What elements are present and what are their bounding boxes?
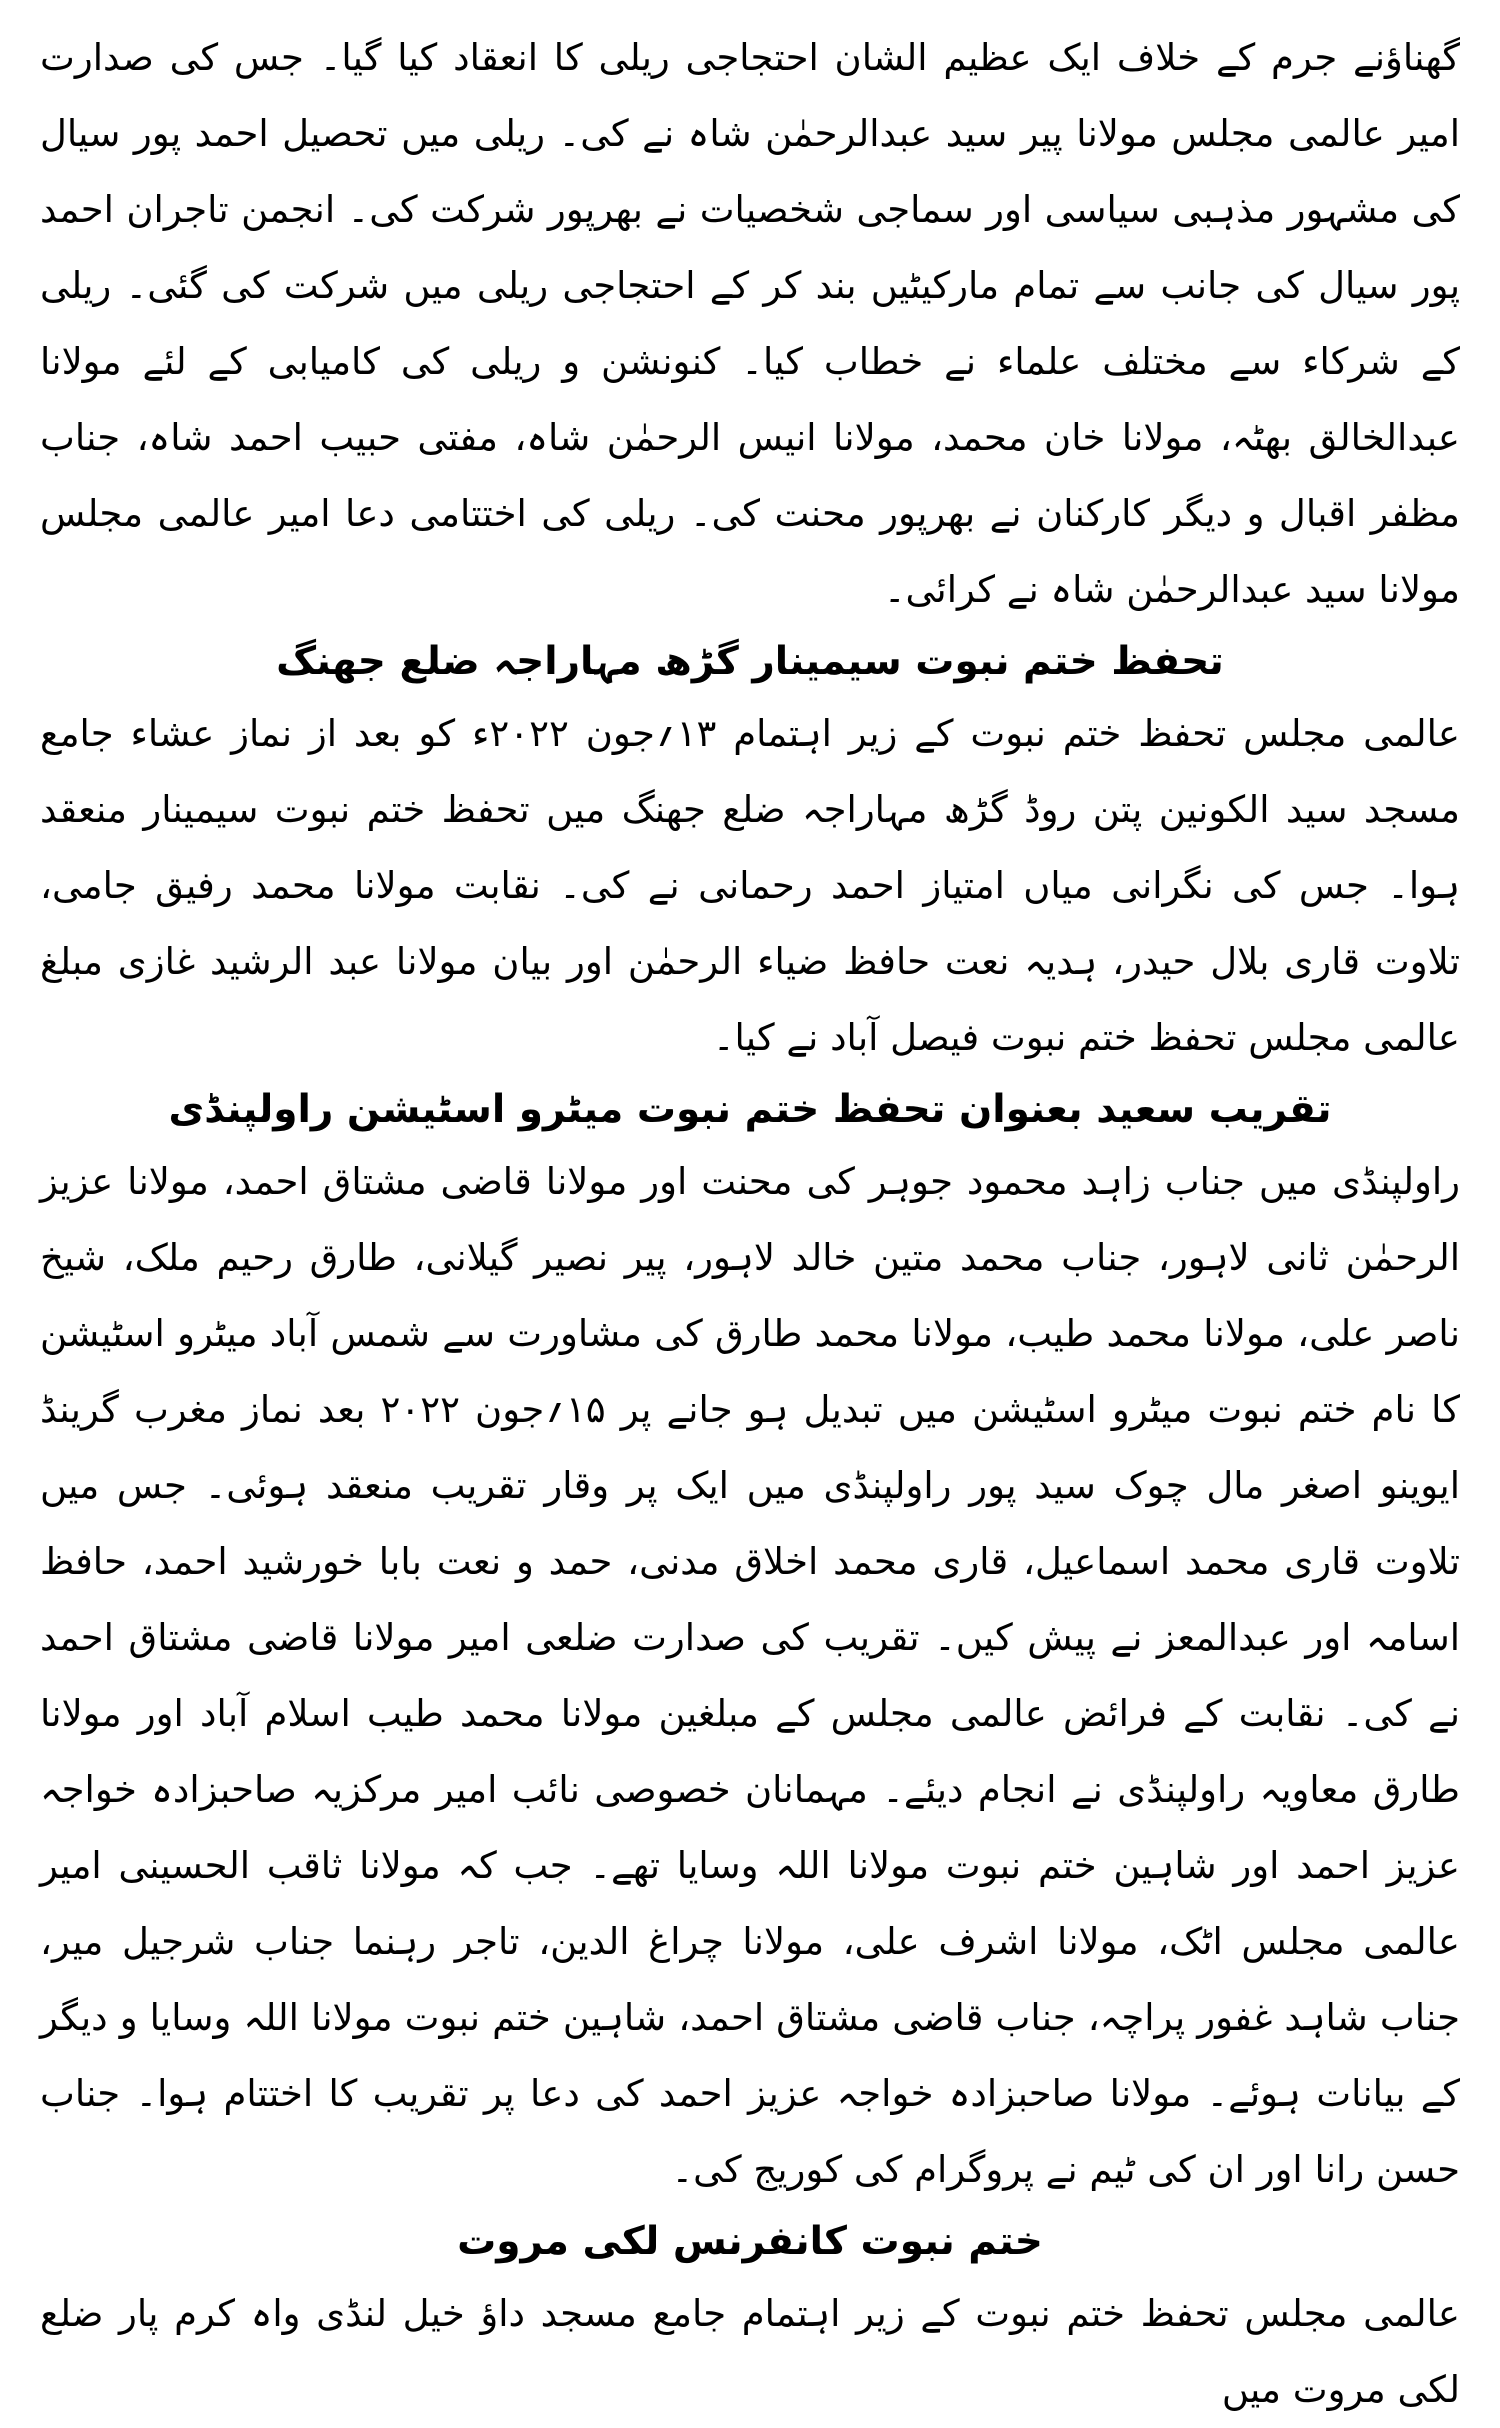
article-paragraph-metro-station: راولپنڈی میں جناب زاہد محمود جوہر کی محنت اور مولانا قاضی مشتاق احمد، مولانا عزیز الرحمٰن ثانی لاہور، جناب محمد متین خالد لاہور، پیر نصیر گیلانی، طارق رحیم ملک، شیخ ناصر علی، مولانا محمد طیب، مولانا محمد طارق کی مشاورت سے شمس آباد میٹرو اسٹیشن کا نام ختم نبوت میٹرو اسٹیشن میں تبدیل ہو جانے پر ۱۵؍جون ۲۰۲۲ بعد نماز مغرب گرینڈ ایوینو اصغر مال چوک سید پور راولپنڈی میں ایک پر وقار تقریب منعقد ہوئی۔ جس میں تلاوت قاری محمد اسماعیل، قاری محمد اخلاق مدنی، حمد و نعت بابا خورشید احمد، حافظ اسامہ اور عبدالمعز نے پیش کیں۔ تقریب کی صدارت ضلعی امیر مولانا قاضی مشتاق احمد نے کی۔ نقابت کے فرائض عالمی مجلس کے مبلغین مولانا محمد طیب اسلام آباد اور مولانا طارق معاویہ راولپنڈی نے انجام دیئے۔ مہمانان خصوصی نائب امیر مرکزیہ صاحبزادہ خواجہ عزیز احمد اور شاہین ختم نبوت مولانا اللہ وسایا تھے۔ جب کہ مولانا ثاقب الحسینی امیر عالمی مجلس اٹک، مولانا اشرف علی، مولانا چراغ الدین، تاجر رہنما جناب شرجیل میر، جناب شاہد غفور پراچہ، جناب قاضی مشتاق احمد، شاہین ختم نبوت مولانا اللہ وسایا و دیگر کے بیانات ہوئے۔ مولانا صاحبزادہ خواجہ عزیز احمد کی دعا پر تقریب کا اختتام ہوا۔ جناب حسن رانا اور ان کی ٹیم نے پروگرام کی کوریج کی۔ [40,1160,1460,2191]
article-page [40,20,1460,2411]
section-heading-jhang-seminar: تحفظ ختم نبوت سیمینار گڑھ مہاراجہ ضلع جھنگ [276,639,1224,684]
section-heading-lakki-marwat: ختم نبوت کانفرنس لکی مروت [457,2219,1043,2264]
article-paragraph-jhang-seminar: عالمی مجلس تحفظ ختم نبوت کے زیر اہتمام ۱۳؍جون ۲۰۲۲ء کو بعد از نماز عشاء جامع مسجد سید الکونین پتن روڈ گڑھ مہاراجہ ضلع جھنگ میں تحفظ ختم نبوت سیمینار منعقد ہوا۔ جس کی نگرانی میاں امتیاز احمد رحمانی نے کی۔ نقابت مولانا محمد رفیق جامی، تلاوت قاری بلال حیدر، ہدیہ نعت حافظ ضیاء الرحمٰن اور بیان مولانا عبد الرشید غازی مبلغ عالمی مجلس تحفظ ختم نبوت فیصل آباد نے کیا۔ [40,712,1460,1059]
article-paragraph-lakki-marwat: عالمی مجلس تحفظ ختم نبوت کے زیر اہتمام جامع مسجد داؤ خیل لنڈی واہ کرم پار ضلع لکی مروت میں [40,2292,1460,2411]
section-heading-metro-station: تقریب سعید بعنوان تحفظ ختم نبوت میٹرو اسٹیشن راولپنڈی [168,1087,1332,1132]
article-paragraph-rally: گھناؤنے جرم کے خلاف ایک عظیم الشان احتجاجی ریلی کا انعقاد کیا گیا۔ جس کی صدارت امیر عالمی مجلس مولانا پیر سید عبدالرحمٰن شاہ نے کی۔ ریلی میں تحصیل احمد پور سیال کی مشہور مذہبی سیاسی اور سماجی شخصیات نے بھرپور شرکت کی۔ انجمن تاجران احمد پور سیال کی جانب سے تمام مارکیٹیں بند کر کے احتجاجی ریلی میں شرکت کی گئی۔ ریلی کے شرکاء سے مختلف علماء نے خطاب کیا۔ کنونشن و ریلی کی کامیابی کے لئے مولانا عبدالخالق بھٹہ، مولانا خان محمد، مولانا انیس الرحمٰن شاہ، مفتی حبیب احمد شاہ، جناب مظفر اقبال و دیگر کارکنان نے بھرپور محنت کی۔ ریلی کی اختتامی دعا امیر عالمی مجلس مولانا سید عبدالرحمٰن شاہ نے کرائی۔ [40,36,1460,611]
